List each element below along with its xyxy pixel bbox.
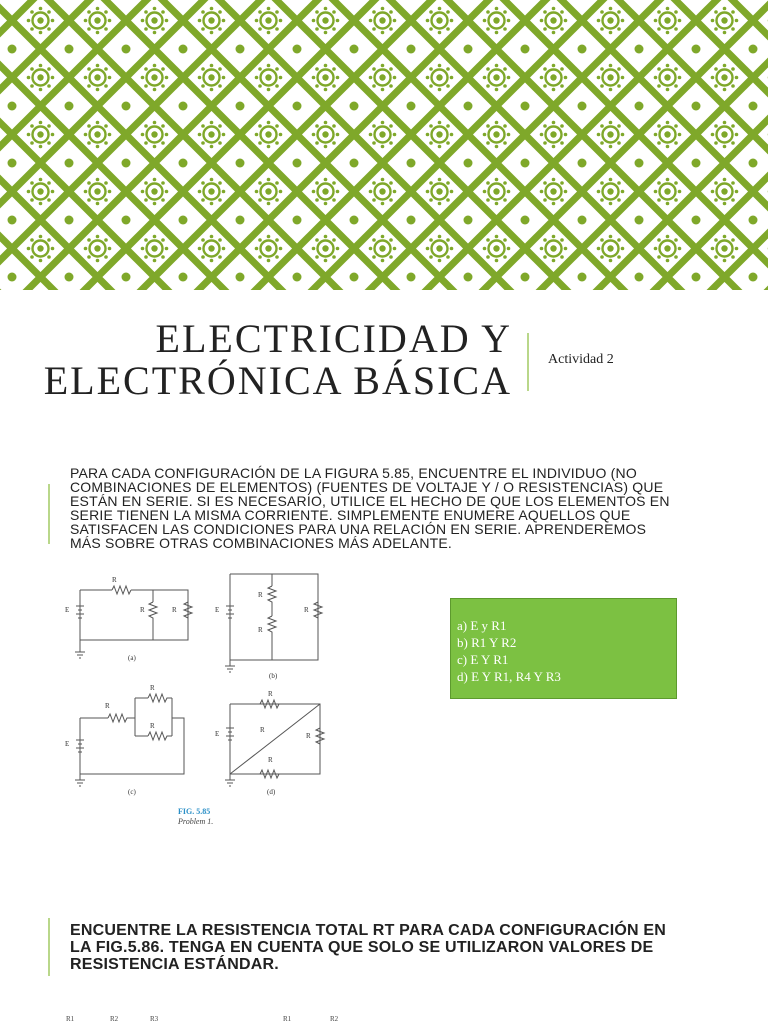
accent-bar-question-2 xyxy=(48,918,50,976)
answers-box xyxy=(450,598,677,699)
label-b-r1: R xyxy=(258,591,263,599)
label-b-r3: R xyxy=(304,606,309,614)
title-line-1: ELECTRICIDAD Y xyxy=(155,316,512,361)
slide-subtitle: Actividad 2 xyxy=(548,352,614,367)
label-a-r1: R xyxy=(112,576,117,584)
label-c-r2: R xyxy=(150,684,155,692)
label-a-r2: R xyxy=(140,606,145,614)
fig2-label-1: R1 xyxy=(66,1015,75,1023)
accent-bar-question-1 xyxy=(48,484,50,544)
fig2-label-3: R3 xyxy=(150,1015,159,1023)
label-d-r3: R xyxy=(306,732,311,740)
label-d-r1: R xyxy=(268,690,273,698)
figure-caption: FIG. 5.85 xyxy=(178,807,211,816)
label-d: (d) xyxy=(267,788,276,796)
label-d-e: E xyxy=(215,730,220,738)
label-d-r2: R xyxy=(260,726,265,734)
label-a-e: E xyxy=(65,606,70,614)
answer-d: d) E Y R1, R4 Y R3 xyxy=(457,669,561,684)
label-a-r3: R xyxy=(172,606,177,614)
answer-b: b) R1 Y R2 xyxy=(457,635,517,650)
fig2-label-5: R2 xyxy=(330,1015,339,1023)
question-1-text: PARA CADA CONFIGURACIÓN DE LA FIGURA 5.85, ENCUENTRE EL INDIVIDUO (NO COMBINACIONES DE ELEMENTOS) (FUENTES DE VOLTAJE Y / O RESISTENCIAS) QUE ESTÁN EN SERIE. SI ES NECESARIO, UTILICE EL HECHO DE QUE LOS ELEMENTOS EN SERIE TIENEN LA MISMA CORRIENTE. SIMPLEMENTE ENUMERE AQUELLOS QUE SATISFACEN LAS CONDICIONES PARA UNA RELACIÓN EN SERIE. APRENDEREMOS MÁS SOBRE OTRAS COMBINACIONES MÁS ADELANTE. xyxy=(70,465,670,551)
label-c-e: E xyxy=(65,740,70,748)
title-divider xyxy=(527,333,529,391)
figure-5-86-partial xyxy=(0,1005,768,1024)
label-a: (a) xyxy=(128,654,136,662)
fig2-label-2: R2 xyxy=(110,1015,119,1023)
label-b-e: E xyxy=(215,606,220,614)
label-c-r3: R xyxy=(150,722,155,730)
label-c-r1: R xyxy=(105,702,110,710)
figure-5-85 xyxy=(60,568,340,833)
figure-problem: Problem 1. xyxy=(178,817,214,826)
slide-title xyxy=(0,318,512,402)
answer-a: a) E y R1 xyxy=(457,618,507,633)
label-c: (c) xyxy=(128,788,136,796)
label-d-r4: R xyxy=(268,756,273,764)
label-b-r2: R xyxy=(258,626,263,634)
question-2-text: ENCUENTRE LA RESISTENCIA TOTAL RT PARA CADA CONFIGURACIÓN EN LA FIG.5.86. TENGA EN CUENTA QUE SOLO SE UTILIZARON VALORES DE RESISTENCIA ESTÁNDAR. xyxy=(70,922,667,973)
title-line-2: ELECTRÓNICA BÁSICA xyxy=(43,358,512,403)
answer-c: c) E Y R1 xyxy=(457,652,509,667)
fig2-label-4: R1 xyxy=(283,1015,292,1023)
label-b: (b) xyxy=(269,672,278,680)
decorative-pattern-banner xyxy=(0,0,768,290)
